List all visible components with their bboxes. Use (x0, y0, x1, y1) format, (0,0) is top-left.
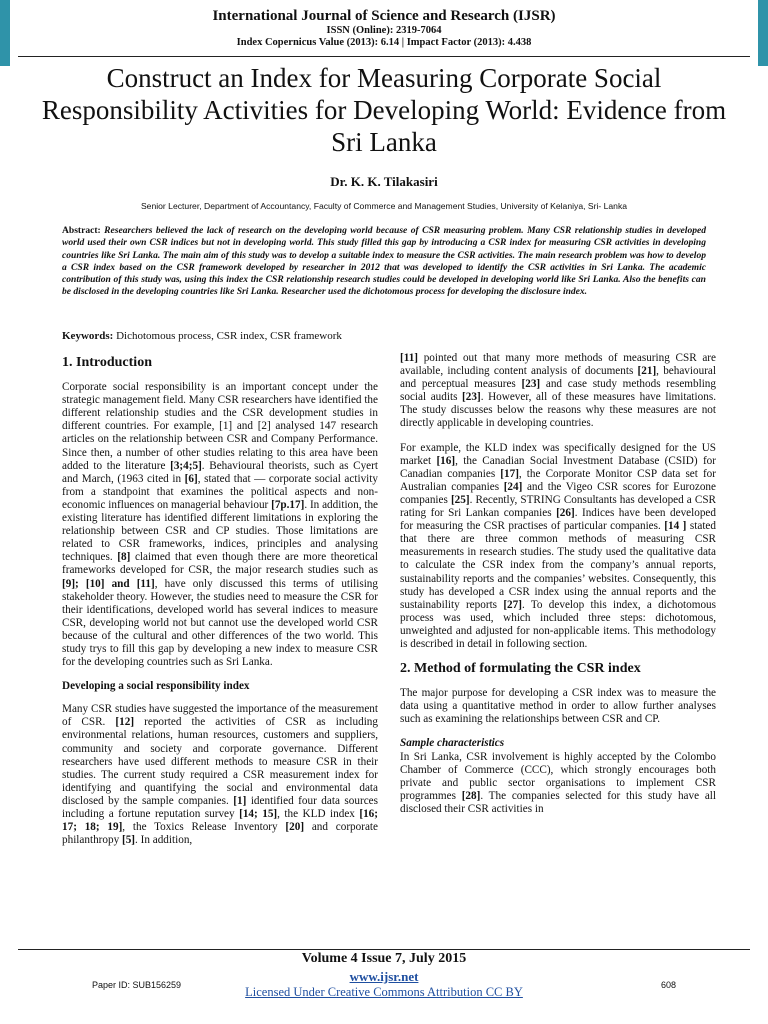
citation: [6] (184, 472, 198, 485)
citation: [12] (115, 716, 135, 729)
intro-heading: 1. Introduction (62, 355, 152, 370)
journal-header (0, 8, 768, 49)
citation: [24] (503, 480, 523, 493)
index-line: Index Copernicus Value (2013): 6.14 | Impact Factor (2013): 4.438 (236, 37, 532, 49)
author: Dr. K. K. Tilakasiri (330, 174, 438, 189)
citation: [16] (436, 454, 456, 467)
citation: [7p.17] (271, 498, 305, 511)
subsection-paragraph: Many CSR studies have suggested the importance of the measurement of CSR. [12] reported the activities of CSR as including environmental relations, human resources, customers and suppliers, community and society and corporate governance. Different researchers have used different methods to measure CSR in their studies. The current study required a CSR measurement index for identifying and quantifying the social and environmental data disclosed by the sample companies. [1] identified four data sources including a fortune reputation survey [14; 15], the KLD index [16; 17; 18; 19], the Toxics Release Inventory [20] and corporate philanthropy [5]. In addition, (62, 703, 378, 847)
method-paragraph: The major purpose for developing a CSR index was to measure the data using a quantitative method in order to allow further analyses such as examining the relationships between CSR and CP. (400, 687, 716, 726)
left-column (62, 352, 378, 858)
citation: [16; 17; 18; 19] (62, 808, 378, 834)
issn: ISSN (Online): 2319-7064 (326, 25, 442, 37)
citation: [20] (285, 821, 305, 834)
paper-title: Construct an Index for Measuring Corporate Social Responsibility Activities for Developing World: Evidence from Sri Lanka (41, 63, 727, 157)
paper-id: Paper ID: SUB156259 (92, 980, 182, 990)
citation: [3;4;5] (170, 459, 202, 472)
citation: [26] (556, 507, 575, 520)
citation: [25] (450, 493, 470, 506)
journal-url-link[interactable]: www.ijsr.net (349, 969, 419, 984)
keywords (62, 330, 706, 342)
citation: [28] (461, 789, 481, 802)
page-number: 608 (660, 980, 676, 990)
sample-heading: Sample characteristics (400, 737, 505, 750)
abstract-text: Researchers believed the lack of research on the developing world because of CSR measuring problem. Many CSR relationship studies in developed world used their own CSR indices but not in developing world. This study filled this gap by introducing a CSR index for measuring CSR activities in developing countries like Sri Lanka. The main aim of this study was to develop a suitable index to measure the CSR activities. The main research problem was how to develop a CSR index based on the CSR framework developed by researcher in 2012 that was developed to identify the CSR activities in Sri Lanka. The academic contribution of this study was, using this index the CSR relationship research studies could be developed in developing world like Sri Lanka. Also the benefits can be disclosed in the developing countries like Sri Lanka. Researcher used the dichotomous process for developing the disclosure index. (62, 225, 707, 298)
right-column (400, 352, 716, 827)
measures-paragraph: [11] pointed out that many more methods of measuring CSR are available, including content analysis of documents [21], behavioural and perceptual measures [23] and case study methods resembling social audits [23]. However, all of these measures have limitations. The study discusses below the reasons why these measures are not directly applicable in developing countries. (400, 352, 716, 430)
citation: [17] (500, 467, 519, 480)
citation: [1] (233, 794, 247, 807)
citation: [23] (462, 391, 481, 404)
sample-paragraph: In Sri Lanka, CSR involvement is highly accepted by the Colombo Chamber of Commerce (CCC), which strongly encourages both private and public sector organisations to implement CSR programmes [28]. The companies selected for this study have all disclosed their CSR activities in (400, 750, 717, 815)
abstract (62, 225, 706, 299)
affiliation: Senior Lecturer, Department of Accountancy, Faculty of Commerce and Management Studies, University of Kelaniya, Sri- Lanka (140, 201, 628, 211)
journal-name: International Journal of Science and Research (IJSR) (212, 8, 556, 24)
footer-rule (18, 949, 750, 950)
citation: [21] (637, 365, 657, 378)
citation: [14; 15] (239, 808, 278, 820)
footer (0, 951, 768, 1000)
subsection-heading: Developing a social responsibility index (62, 680, 250, 693)
citation: [27] (503, 598, 522, 611)
citation: [23] (521, 378, 541, 391)
citation: [11] (400, 352, 419, 364)
citation: [9]; [10] and [11] (62, 577, 155, 590)
header-rule (18, 56, 750, 57)
abstract-label: Abstract: (62, 225, 101, 236)
keywords-label: Keywords: (62, 330, 114, 342)
method-heading: 2. Method of formulating the CSR index (400, 661, 641, 677)
citation: [8] (117, 551, 131, 564)
intro-paragraph: Corporate social responsibility is an important concept under the strategic management field. Many CSR researchers have identified the different relationship studies and the CSR development studies in different countries. For example, [1] and [2] analysed 147 research articles on the relationship between CSR and Company Performance. Since then, a number of other studies relating to this area have been added to the literature [3;4;5]. Behavioural theorists, such as Cyert and March, (1963 cited in [6], stated that — corporate social activity from a standpoint that examines the political aspects and non-economic influences on managerial behaviour [7p.17]. In addition, the existing literature has identified different limitations in exploring the relationship between CSR and CP studies. Those limitations are related to CSR frameworks, indices, principles and analysing techniques. [8] claimed that even though there are more theoretical frameworks developed for CSR, the major research studies such as [9]; [10] and [11], have only discussed this terms of utilising stakeholder theory. However, the studies need to measure the CSR for their identifications, developed world has several indices to measure CSR, developing world not but cannot use the developed world CSR because of the cultural and other differences of the two world. This study trys to fill this gap by developing a new index to measure CSR for the developing countries such as Sri Lanka. (62, 381, 379, 669)
keywords-text: Dichotomous process, CSR index, CSR framework (116, 330, 342, 342)
kld-paragraph: For example, the KLD index was specifically designed for the US market [16], the Canadian Social Investment Database (CSID) for Canadian companies [17], the Corporate Monitor CSP data set for Australian companies [24] and the Vigeo CSR scores for Eurozone companies [25]. Recently, STRING Consultants has developed a CSR rating for Sri Lankan companies [26]. Indices have been developed for measuring the CSR practises of particular companies. [14 ] stated that there are three common methods of measuring CSR measurements in research studies. The study used the qualitative data to calculate the CSR index from the company’s annual reports, sustainability reports and the companies’ websites. Consequently, this study has developed a CSR index using the annual reports and the sustainability reports [27]. To develop this index, a dichotomous process was used, which included three steps: dichotomous, unweighted and adjusted for non-applicable items. This methodology is described in detail in following section. (400, 441, 717, 650)
license-link[interactable]: Licensed Under Creative Commons Attribution CC BY (245, 985, 523, 999)
citation: [14 ] (664, 520, 687, 533)
volume-issue: Volume 4 Issue 7, July 2015 (301, 951, 467, 966)
citation: [5] (121, 834, 136, 847)
